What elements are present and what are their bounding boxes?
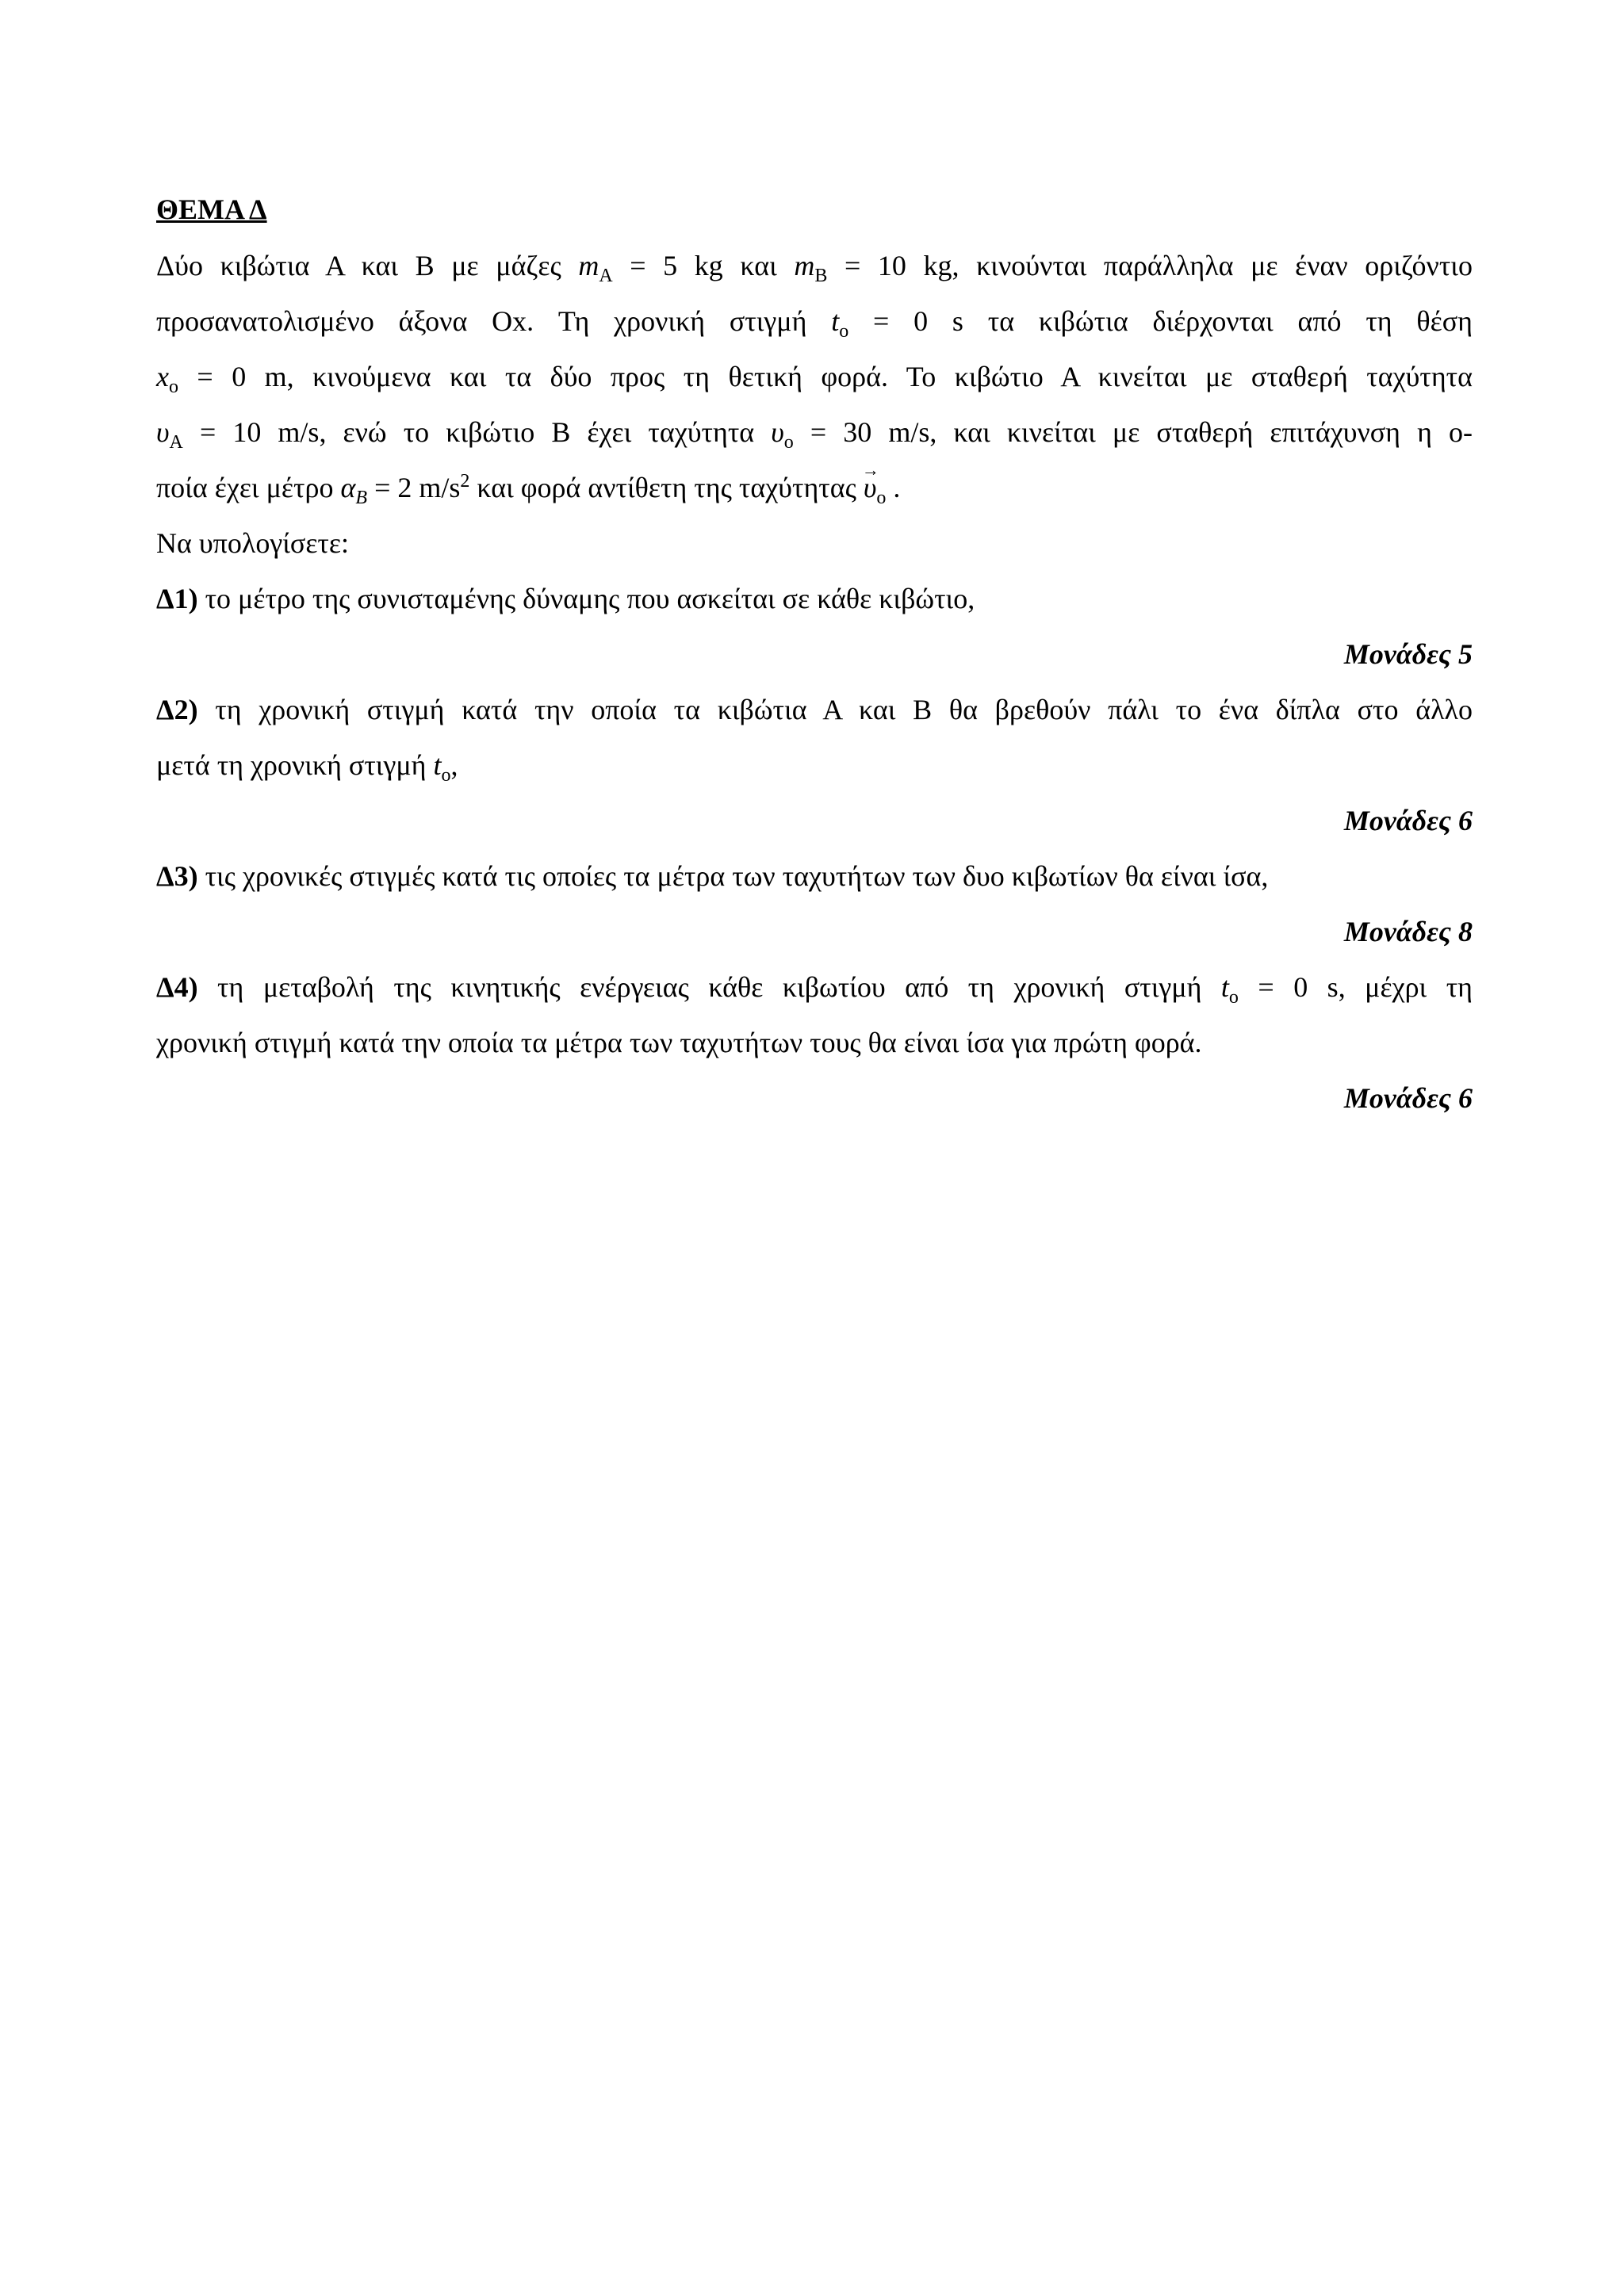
velocity-vector-symbol: → υ: [864, 460, 877, 515]
statement-line-4: [156, 404, 1473, 460]
question-d3: [156, 848, 1473, 904]
question-d4-line-1: [156, 959, 1473, 1015]
question-label: Δ2): [156, 694, 198, 725]
question-text: τις χρονικές στιγμές κατά τις οποίες τα μέτρα των ταχυτήτων των δυο κιβωτίων θα είναι ίσα,: [197, 860, 1269, 892]
question-text: το μέτρο της συνισταμένης δύναμης που ασκείται σε κάθε κιβώτιο,: [197, 583, 975, 614]
unit-exponent: 2: [460, 471, 470, 492]
question-d1: [156, 571, 1473, 626]
velocity-a-symbol: υ: [156, 416, 170, 448]
text-run: = 0 m, κινούμενα και τα δύο προς τη θετική φορά. Το κιβώτιο Α κινείται με σταθερή ταχύτητα: [178, 361, 1473, 392]
statement-line-1: [156, 238, 1473, 293]
velocity-a-subscript: A: [169, 432, 183, 453]
question-label: Δ4): [156, 971, 198, 1003]
position-subscript: o: [168, 377, 178, 398]
question-d2-line-1: [156, 682, 1473, 737]
points-d2: Μονάδες 6: [1343, 805, 1473, 836]
velocity-0-subscript: o: [783, 432, 794, 453]
question-d4: [156, 959, 1473, 1070]
text-run: Δύο κιβώτια Α και Β με μάζες: [156, 250, 579, 281]
question-d1-line: [156, 571, 1473, 626]
text-run: = 2 m/s: [367, 472, 461, 503]
question-text: τη μεταβολή της κινητικής ενέργειας κάθε κιβωτίου από τη χρονική στιγμή: [197, 971, 1221, 1003]
text-run: = 10 m/s, ενώ το κιβώτιο Β έχει ταχύτητα: [182, 416, 772, 448]
accel-b-subscript: B: [355, 488, 368, 509]
question-label: Δ3): [156, 860, 198, 892]
text-run: = 10 kg, κινούνται παράλληλα με έναν οριζόντιο: [827, 250, 1473, 281]
question-text: χρονική στιγμή κατά την οποία τα μέτρα των ταχυτήτων τους θα είναι ίσα για πρώτη φορά.: [156, 1027, 1202, 1058]
mass-a-subscript: A: [599, 266, 613, 287]
text-run: ποία έχει μέτρο: [156, 472, 341, 503]
question-d2-line-2: [156, 737, 1473, 793]
points-d1: Μονάδες 5: [1343, 638, 1473, 670]
statement-line-5: [156, 460, 1473, 515]
time-symbol: t: [433, 749, 442, 781]
section-title: ΘΕΜΑ Δ: [156, 193, 267, 225]
problem-statement: [156, 238, 1473, 515]
question-text: μετά τη χρονική στιγμή: [156, 749, 434, 781]
question-text: = 0 s, μέχρι τη: [1238, 971, 1473, 1003]
text-run: = 5 kg και: [612, 250, 795, 281]
question-text: ,: [450, 749, 458, 781]
question-label: Δ1): [156, 583, 198, 614]
time-subscript: o: [1228, 987, 1239, 1008]
position-symbol: x: [156, 361, 169, 392]
mass-a-symbol: m: [578, 250, 599, 281]
question-d4-line-2: [156, 1015, 1473, 1070]
question-text: τη χρονική στιγμή κατά την οποία τα κιβώτια Α και Β θα βρεθούν πάλι το ένα δίπλα στο άλλο: [197, 694, 1473, 725]
mass-b-subscript: B: [814, 266, 828, 287]
text-run: = 0 s τα κιβώτια διέρχονται από τη θέση: [848, 305, 1473, 337]
text-run: = 30 m/s, και κινείται με σταθερή επιτάχυνση η ο-: [793, 416, 1473, 448]
time-subscript: o: [839, 321, 849, 342]
question-d2: [156, 682, 1473, 793]
velocity-0-symbol: υ: [771, 416, 784, 448]
time-symbol: t: [831, 305, 840, 337]
question-d3-line: [156, 848, 1473, 904]
exam-content: [156, 184, 1473, 1126]
points-d4: Μονάδες 6: [1343, 1082, 1473, 1114]
accel-b-symbol: α: [340, 472, 356, 503]
text-run: και φορά αντίθετη της ταχύτητας: [469, 472, 864, 503]
text-run: .: [886, 472, 901, 503]
instructions-prompt: Να υπολογίσετε:: [156, 527, 350, 559]
text-run: προσανατολισμένο άξονα Οx. Τη χρονική στιγμή: [156, 305, 832, 337]
time-symbol: t: [1220, 971, 1229, 1003]
velocity-vector-subscript: o: [876, 488, 887, 509]
statement-line-2: [156, 293, 1473, 349]
mass-b-symbol: m: [794, 250, 815, 281]
statement-line-3: [156, 349, 1473, 404]
points-d3: Μονάδες 8: [1343, 916, 1473, 947]
time-subscript: o: [441, 765, 451, 786]
